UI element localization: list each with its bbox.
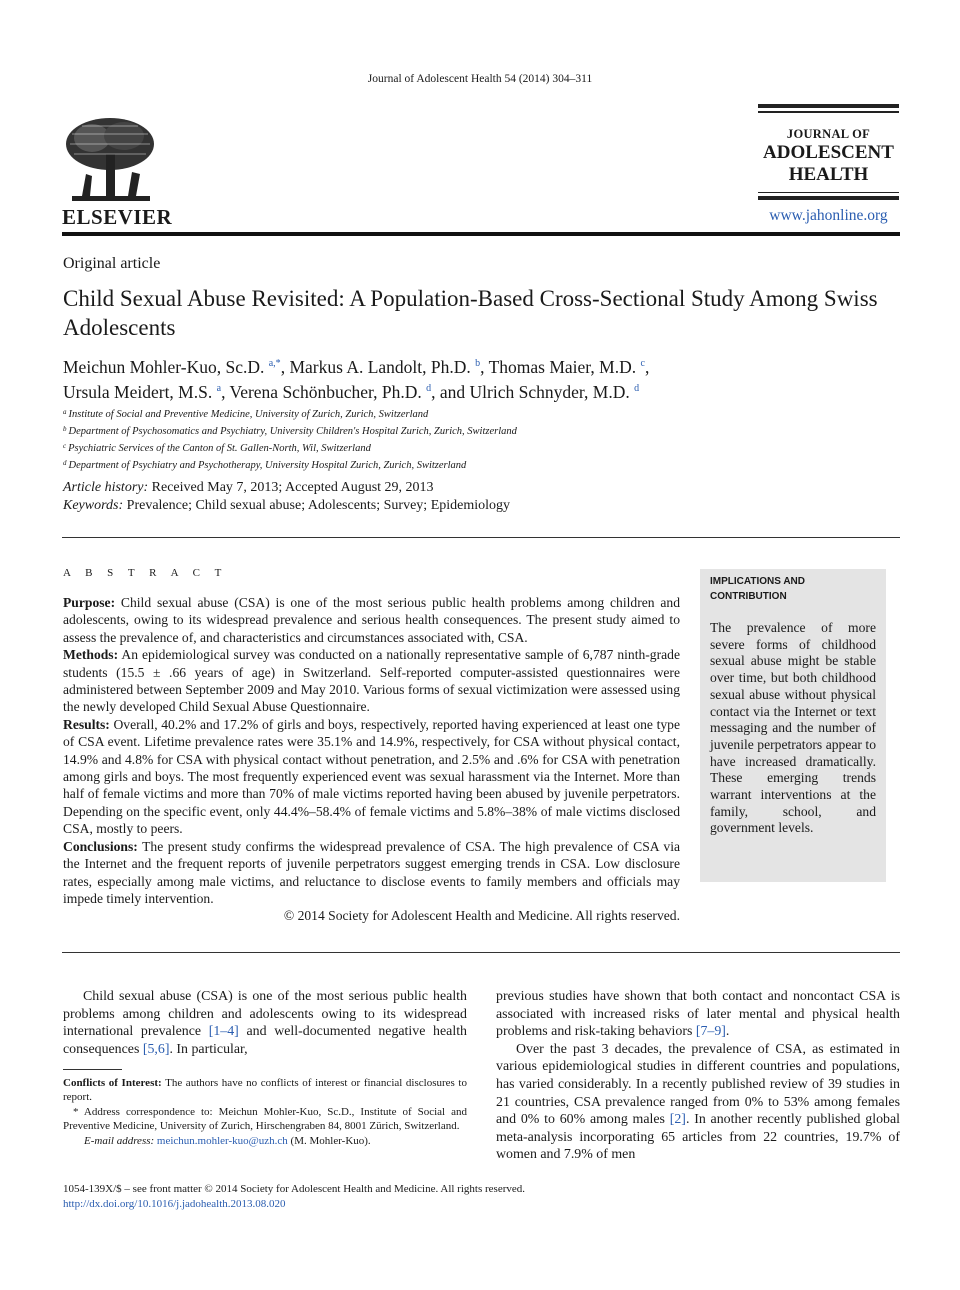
author-name: Ursula Meidert, M.S.	[63, 382, 213, 402]
masthead-rule	[758, 111, 899, 113]
author-list	[63, 353, 883, 403]
citation-link[interactable]: [1–4]	[208, 1024, 239, 1040]
abstract-purpose	[63, 594, 680, 646]
footnote-divider	[63, 1069, 122, 1070]
affiliation-mark: a	[63, 408, 67, 416]
conclusions-text: The present study confirms the widespread prevalence of CSA. The high prevalence of CSA via the Internet and the frequent reports of juvenile perpetrators suggest emerging trends in CSA. Low disclosure rates, especially among male victims, and reluctance to disclose events to family members and officials may impede timely intervention.	[63, 838, 681, 906]
coi-text: The authors have no conflicts of interest or financial disclosures to report.	[63, 1077, 467, 1104]
body-paragraph	[496, 988, 900, 1041]
coi-label: Conflicts of Interest:	[63, 1077, 162, 1089]
history-label: Article history:	[63, 480, 149, 495]
implications-text: The prevalence of more severe forms of childhood sexual abuse might be stable over time, but both childhood sexual abuse without physical contact via the Internet or text messaging and the number of juvenile perpetrators appear to have increased dramatically. These emerging trends warrant interventions at the family, school, and government levels.	[710, 620, 876, 836]
author-affil-link[interactable]: a	[216, 383, 222, 394]
body-column-right	[496, 988, 900, 1164]
page-footer	[63, 1182, 525, 1212]
author-name: Thomas Maier, M.D.	[488, 357, 637, 377]
methods-text: An epidemiological survey was conducted on a nationally representative sample of 6,787 ninth-grade students (15.5 ± .66 years of age) in Switzerland. Self-reported computer-assisted questionnaires were administered between September 2009 and May 2010. Various forms of sexual victimization were assessed using the newly developed Child Sexual Abuse Questionnaire.	[63, 647, 680, 715]
email-link[interactable]: meichun.mohler-kuo@uzh.ch	[156, 1134, 288, 1147]
body-text: and well-documented negative health consequences	[63, 1024, 467, 1057]
author-affil-link[interactable]: a,*	[268, 358, 281, 369]
author-affil-link[interactable]: d	[426, 383, 432, 394]
conclusions-label: Conclusions:	[63, 838, 138, 854]
abstract-copyright: © 2014 Society for Adolescent Health and Medicine. All rights reserved.	[283, 908, 680, 924]
journal-url-link[interactable]: www.jahonline.org	[769, 207, 888, 224]
footnote-address: * Address correspondence to: Meichun Mohler-Kuo, Sc.D., Institute of Social and Preventive Medicine, University of Zurich, Hirschengraben 84, 8001 Zürich, Switzerland.	[63, 1105, 467, 1133]
journal-name-line2: ADOLESCENT	[763, 141, 894, 163]
masthead-rule	[758, 196, 899, 200]
footnote-coi	[63, 1076, 467, 1105]
article-type: Original article	[63, 255, 161, 272]
body-paragraph	[496, 1041, 900, 1164]
author-separator: ,	[644, 357, 650, 377]
body-text: Over the past 3 decades, the prevalence of CSA, as estimated in various epidemiological studies in different countries and populations, has varied considerably. In a recently published review of 39 studies in 21 countries, CSA prevalence ranged from 0% to 53% among females and 0% to 60% among males	[496, 1041, 900, 1128]
author-separator: , and	[431, 382, 470, 402]
journal-citation: Journal of Adolescent Health 54 (2014) 304–311	[367, 73, 593, 85]
affiliation-text: Department of Psychosomatics and Psychiatry, University Children's Hospital Zurich, Zurich, Switzerland	[68, 426, 517, 437]
results-label: Results:	[63, 716, 110, 732]
abstract-heading: A B S T R A C T	[63, 567, 228, 579]
article-history	[63, 479, 883, 515]
affiliation-text: Psychiatric Services of the Canton of St. Gallen-North, Wil, Switzerland	[68, 443, 371, 454]
abstract-results	[63, 716, 680, 838]
issn-line: 1054-139X/$ – see front matter © 2014 Society for Adolescent Health and Medicine. All rights reserved.	[63, 1183, 525, 1195]
citation-link[interactable]: [7–9]	[695, 1024, 726, 1040]
body-text: . In particular,	[169, 1041, 248, 1057]
email-suffix: (M. Mohler-Kuo).	[290, 1134, 371, 1147]
elsevier-tree-icon	[62, 114, 158, 206]
body-column-left	[63, 988, 467, 1058]
author-separator: ,	[480, 357, 489, 377]
methods-label: Methods:	[63, 647, 119, 663]
affiliation-mark: b	[63, 425, 67, 433]
implications-heading-line: CONTRIBUTION	[710, 591, 787, 602]
author-name: Meichun Mohler-Kuo, Sc.D.	[63, 357, 265, 377]
section-divider	[62, 537, 900, 538]
body-text: . In another recently published global meta-analysis incorporating 65 articles from 22 countries, 19.7% of women and 7.9% of men	[496, 1112, 900, 1163]
author-affil-link[interactable]: b	[475, 358, 481, 369]
purpose-text: Child sexual abuse (CSA) is one of the most serious public health problems among children and adolescents, owing to its widespread prevalence and serious health consequences. The present study aimed to assess the prevalence of, and characteristics and circumstances associated with, CSA.	[63, 595, 680, 645]
journal-name-line1: JOURNAL OF	[786, 126, 871, 141]
author-affil-link[interactable]: c	[640, 358, 645, 369]
history-text: Received May 7, 2013; Accepted August 29, 2013	[151, 480, 434, 495]
footnotes	[63, 1076, 467, 1148]
body-text: Child sexual abuse (CSA) is one of the most serious public health problems among children and adolescents owing to its widespread international prevalence	[63, 989, 467, 1040]
affiliation	[63, 405, 883, 422]
body-paragraph	[63, 988, 467, 1058]
abstract-conclusions	[63, 838, 680, 908]
abstract-methods	[63, 646, 680, 716]
citation-link[interactable]: [2]	[669, 1112, 686, 1128]
author-name: Markus A. Landolt, Ph.D.	[289, 357, 471, 377]
body-text: previous studies have shown that both contact and noncontact CSA is associated with increased risks of later mental and physical health problems and risk-taking behaviors	[496, 989, 900, 1040]
article-title: Child Sexual Abuse Revisited: A Population-Based Cross-Sectional Study Among Swiss Adolescents	[63, 286, 878, 340]
purpose-label: Purpose:	[63, 595, 116, 610]
abstract-body	[63, 594, 680, 925]
journal-masthead	[758, 104, 899, 225]
implications-heading	[710, 574, 876, 604]
affiliation-mark: d	[63, 459, 67, 467]
affiliation	[63, 456, 883, 473]
author-name: Ulrich Schnyder, M.D.	[469, 382, 630, 402]
citation-link[interactable]: [5,6]	[142, 1041, 170, 1057]
results-text: Overall, 40.2% and 17.2% of girls and boys, respectively, reported having experienced at least one type of CSA event. Lifetime prevalence rates were 35.1% and 14.9%, respectively, for CSA without physical contact, 14.9% and 4.8% for CSA with physical contact without penetration, and 2.5% and .6% for CSA with penetration among girls and boys. The most frequently experienced event was sexual harassment via the Internet. More than half of female victims and more than 70% of male victims reported having been abused by juvenile perpetrators. Depending on the specific event, only 44.4%–58.4% of female victims and 5.8%–38% of male victims disclosed CSA, mostly to peers.	[63, 716, 680, 837]
elsevier-logo	[62, 114, 173, 229]
masthead-rule	[758, 192, 899, 194]
doi-link[interactable]: http://dx.doi.org/10.1016/j.jadohealth.2013.08.020	[63, 1198, 286, 1210]
author-separator: ,	[221, 382, 230, 402]
body-text: .	[725, 1024, 730, 1040]
author-affil-link[interactable]: d	[634, 383, 640, 394]
keywords-label: Keywords:	[63, 498, 124, 513]
implications-heading-line: IMPLICATIONS AND	[710, 576, 805, 587]
affiliation-text: Institute of Social and Preventive Medicine, University of Zurich, Zurich, Switzerland	[68, 409, 429, 420]
section-divider	[62, 952, 900, 953]
affiliation-text: Department of Psychiatry and Psychotherapy, University Hospital Zurich, Zurich, Switzerland	[68, 460, 467, 471]
publisher-name: ELSEVIER	[62, 205, 173, 229]
masthead-rule	[758, 104, 899, 108]
affiliation-mark: c	[63, 442, 67, 450]
implications-box	[700, 569, 886, 882]
affiliation-list	[63, 405, 883, 473]
keywords-text: Prevalence; Child sexual abuse; Adolescents; Survey; Epidemiology	[126, 498, 511, 513]
email-label: E-mail address:	[84, 1134, 155, 1147]
affiliation	[63, 439, 883, 456]
author-name: Verena Schönbucher, Ph.D.	[229, 382, 422, 402]
header-divider	[62, 232, 900, 236]
author-separator: ,	[280, 357, 290, 377]
affiliation	[63, 422, 883, 439]
journal-name-line3: HEALTH	[788, 163, 869, 185]
footnote-email	[63, 1134, 467, 1148]
